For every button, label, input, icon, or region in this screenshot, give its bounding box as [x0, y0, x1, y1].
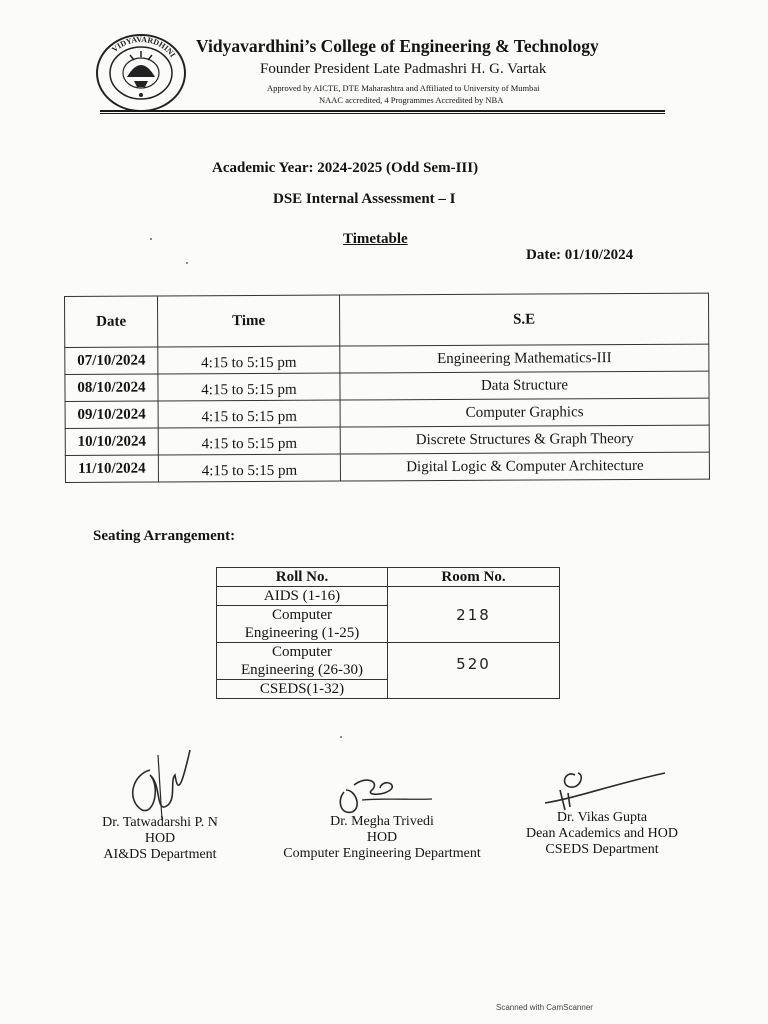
signatory-block [95, 815, 225, 863]
exam-subject: Discrete Structures & Graph Theory [340, 425, 709, 454]
signatory-block [517, 810, 687, 858]
signatory-name: Dr. Vikas Gupta [556, 810, 648, 825]
timetable-heading: Timetable [343, 231, 408, 247]
column-header-room: Room No. [388, 568, 560, 587]
exam-date: 10/10/2024 [65, 428, 158, 455]
signatory-name: Dr. Megha Trivedi [330, 814, 434, 829]
college-logo [94, 33, 188, 113]
scan-speck [340, 736, 342, 738]
scan-speck [150, 238, 152, 240]
exam-subject: Engineering Mathematics-III [340, 344, 709, 373]
table-header-row [65, 293, 709, 347]
signatory-department: AI&DS Department [103, 847, 217, 862]
column-header-roll: Roll No. [217, 568, 388, 587]
exam-timetable [64, 293, 710, 483]
assessment-title: DSE Internal Assessment – I [273, 191, 456, 207]
table-row [65, 344, 709, 374]
exam-time: 4:15 to 5:15 pm [158, 427, 340, 455]
table-row [217, 643, 560, 680]
table-row [65, 398, 709, 428]
signatory-department: CSEDS Department [545, 842, 659, 857]
roll-line: CSEDS(1-32) [259, 681, 345, 697]
room-number: 218 [388, 587, 560, 643]
roll-range [217, 606, 388, 643]
academic-year: Academic Year: 2024-2025 (Odd Sem-III) [212, 160, 479, 176]
exam-subject: Digital Logic & Computer Architecture [340, 452, 709, 481]
document-date: Date: 01/10/2024 [526, 247, 634, 263]
signature-gupta [540, 765, 670, 815]
signature-trivedi [332, 770, 442, 820]
roll-line: Computer [272, 607, 332, 623]
exam-time: 4:15 to 5:15 pm [158, 400, 340, 428]
header-rule [100, 110, 665, 112]
exam-time: 4:15 to 5:15 pm [158, 373, 340, 401]
roll-line: Engineering (1-25) [244, 625, 360, 641]
exam-time: 4:15 to 5:15 pm [158, 346, 340, 374]
signatory-name: Dr. Tatwadarshi P. N [102, 815, 218, 830]
table-row [65, 371, 709, 401]
roll-line: AIDS (1-16) [263, 588, 341, 604]
roll-line: Computer [272, 644, 332, 660]
room-number: 520 [388, 643, 560, 699]
exam-date: 09/10/2024 [65, 401, 158, 428]
exam-time: 4:15 to 5:15 pm [158, 454, 340, 482]
roll-range [217, 643, 388, 680]
signatory-title: Dean Academics and HOD [525, 826, 678, 841]
signature-tatwadarshi [120, 740, 210, 825]
exam-subject: Computer Graphics [340, 398, 709, 427]
table-row [65, 452, 709, 482]
founder-line: Founder President Late Padmashri H. G. Vartak [260, 61, 547, 77]
roll-line: Engineering (26-30) [240, 662, 364, 678]
exam-date: 11/10/2024 [65, 455, 158, 482]
approval-line: Approved by AICTE, DTE Maharashtra and Affiliated to University of Mumbai [267, 83, 540, 93]
accreditation-line: NAAC accredited, 4 Programmes Accredited by NBA [319, 95, 504, 105]
seating-table [216, 567, 560, 699]
institution-name: Vidyavardhini’s College of Engineering & Technology [196, 36, 599, 56]
signatory-title: HOD [144, 831, 176, 846]
column-header-time: Time [158, 295, 340, 347]
exam-subject: Data Structure [340, 371, 709, 400]
header-rule-thin [100, 113, 665, 114]
scanner-watermark: Scanned with CamScanner [496, 1003, 593, 1012]
roll-range [217, 587, 388, 606]
signatory-title: HOD [366, 830, 398, 845]
scan-speck [186, 262, 188, 264]
seating-heading: Seating Arrangement: [93, 528, 236, 544]
exam-date: 07/10/2024 [65, 347, 158, 374]
signatory-department: Computer Engineering Department [283, 846, 481, 861]
table-row [217, 587, 560, 606]
column-header-date: Date [65, 296, 158, 347]
signatory-block [272, 814, 492, 862]
logo-lettering: VIDYAVARDHINI [110, 34, 178, 60]
table-header-row [217, 568, 560, 587]
roll-range [217, 680, 388, 699]
table-row [65, 425, 709, 455]
column-header-subject: S.E [339, 293, 708, 346]
exam-date: 08/10/2024 [65, 374, 158, 401]
